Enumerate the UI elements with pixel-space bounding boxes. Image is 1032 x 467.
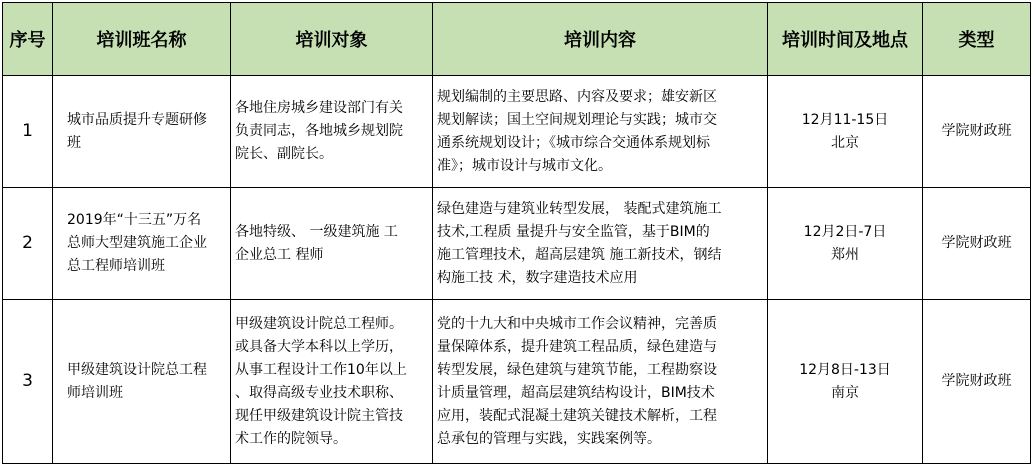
text-line: 党的十九大和中央城市工作会议精神，完善质	[437, 315, 717, 332]
cell-time: 12月8日-13日	[799, 361, 891, 378]
text-line: 应用，装配式混凝土建筑关键技术解析，工程	[437, 407, 717, 424]
header-serial-number: 序号	[3, 3, 53, 76]
text-line: 通系统规划设计；《城市综合交通体系规划标	[437, 134, 710, 151]
header-course-content: 培训内容	[433, 3, 768, 76]
cell-time-and-place	[768, 76, 923, 188]
text-line: 转型发展，绿色建筑与建筑节能，工程勘察设	[437, 361, 717, 378]
text-line: 总工程师培训班	[67, 258, 165, 274]
text-line: 量保障体系，提升建筑工程品质，绿色建造与	[437, 338, 717, 355]
table-row	[3, 188, 1031, 300]
text-line: 城市品质提升专题研修	[67, 111, 207, 128]
cell-type: 学院财政班	[923, 188, 1031, 300]
text-line: 班	[67, 134, 81, 151]
cell-course-name	[53, 300, 231, 464]
text-line: 院长、副院长。	[235, 146, 333, 162]
text-line: 总承包的管理与实践，实践案例等。	[437, 430, 661, 447]
text-line: 技术,工程质 量提升与安全监管，基于BIM的	[437, 223, 710, 240]
table-header	[3, 3, 1031, 76]
text-line: 规划解读；国土空间规划理论与实践；城市交	[437, 111, 717, 128]
cell-time-and-place	[768, 188, 923, 300]
text-line: 现任甲级建筑设计院主管技	[235, 407, 403, 424]
text-line: 总师大型建筑施工企业	[67, 235, 207, 251]
text-line: 从事工程设计工作10年以上	[235, 361, 407, 378]
text-line: 各地住房城乡建设部门有关	[235, 100, 403, 116]
table-row	[3, 76, 1031, 188]
cell-place: 南京	[831, 384, 859, 401]
cell-target-audience	[231, 300, 433, 464]
text-line: 施工管理技术，超高层建筑 施工新技术，钢结	[437, 246, 722, 263]
text-line: 2019年“十三五”万名	[67, 212, 202, 228]
cell-course-content	[433, 188, 768, 300]
text-line: 绿色建造与建筑业转型发展， 装配式建筑施工	[437, 200, 722, 217]
text-line: 构施工技 术，数字建造技术应用	[437, 269, 638, 286]
header-target-audience: 培训对象	[231, 3, 433, 76]
header-time-and-place: 培训时间及地点	[768, 3, 923, 76]
cell-target-audience	[231, 76, 433, 188]
text-line: 、取得高级专业技术职称、	[235, 384, 403, 401]
cell-course-content	[433, 300, 768, 464]
table-body	[3, 76, 1031, 464]
cell-course-name	[53, 188, 231, 300]
cell-time-and-place	[768, 300, 923, 464]
cell-type: 学院财政班	[923, 76, 1031, 188]
training-schedule-table	[2, 2, 1031, 464]
cell-type: 学院财政班	[923, 300, 1031, 464]
header-row	[3, 3, 1031, 76]
text-line: 准》；城市设计与城市文化。	[437, 157, 612, 174]
header-type: 类型	[923, 3, 1031, 76]
cell-time: 12月2日-7日	[803, 223, 887, 240]
cell-time: 12月11-15日	[801, 111, 889, 128]
cell-serial-number: 3	[3, 300, 53, 464]
text-line: 各地特级、 一级建筑施 工	[235, 223, 398, 240]
text-line: 企业总工 程师	[235, 246, 324, 263]
cell-place: 北京	[831, 134, 859, 151]
cell-serial-number: 2	[3, 188, 53, 300]
table-row	[3, 300, 1031, 464]
text-line: 或具备大学本科以上学历，	[235, 338, 403, 355]
cell-serial-number: 1	[3, 76, 53, 188]
cell-course-name	[53, 76, 231, 188]
header-course-name: 培训班名称	[53, 3, 231, 76]
cell-place: 郑州	[831, 246, 859, 263]
text-line: 计质量管理，超高层建筑结构设计，BIM技术	[437, 384, 715, 401]
text-line: 负责同志，各地城乡规划院	[235, 123, 403, 139]
cell-target-audience	[231, 188, 433, 300]
text-line: 术工作的院领导。	[235, 430, 347, 447]
cell-course-content	[433, 76, 768, 188]
text-line: 甲级建筑设计院总工程	[67, 361, 207, 378]
text-line: 甲级建筑设计院总工程师。	[235, 315, 403, 332]
text-line: 师培训班	[67, 384, 123, 401]
text-line: 规划编制的主要思路、内容及要求；雄安新区	[437, 88, 717, 105]
